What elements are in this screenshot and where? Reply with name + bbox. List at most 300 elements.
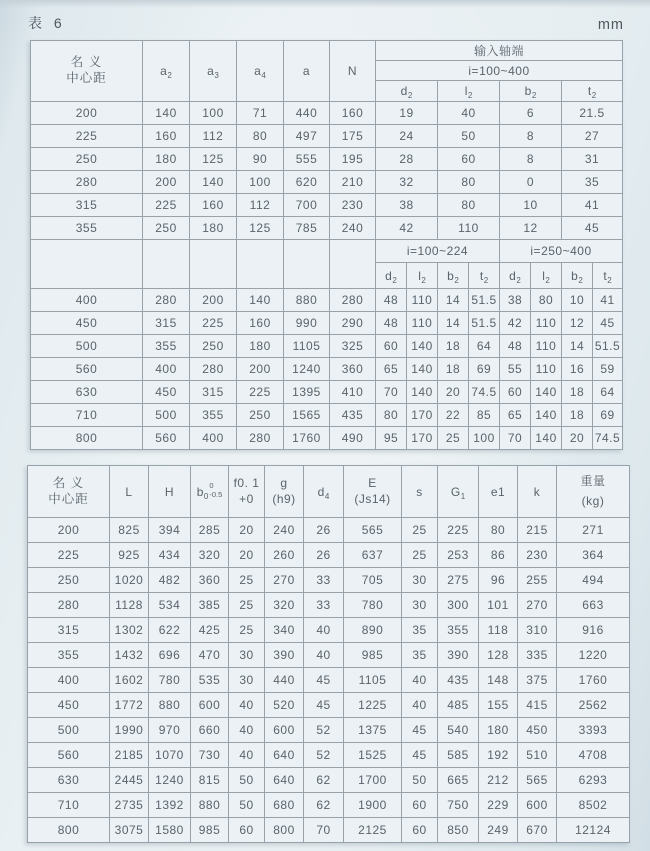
col-header-b2: $b_2$ bbox=[562, 263, 593, 289]
value-cell: 10 bbox=[562, 289, 593, 312]
col-header-a2: $a_2$ bbox=[143, 41, 190, 102]
value-cell: 665 bbox=[438, 768, 479, 793]
value-cell: 1760 bbox=[284, 427, 330, 450]
table-caption: 表 6 bbox=[28, 15, 66, 31]
value-cell: 520 bbox=[265, 693, 304, 718]
value-cell: 280 bbox=[190, 358, 237, 381]
empty-cell bbox=[237, 240, 284, 289]
value-cell: 6 bbox=[500, 102, 562, 125]
value-cell: 71 bbox=[237, 102, 284, 125]
value-cell: 14 bbox=[438, 312, 469, 335]
value-cell: 1760 bbox=[557, 668, 630, 693]
value-cell: 26 bbox=[304, 518, 344, 543]
value-cell: 2445 bbox=[110, 768, 149, 793]
value-cell: 440 bbox=[284, 102, 330, 125]
value-cell: 33 bbox=[304, 568, 344, 593]
table-row bbox=[28, 743, 630, 768]
value-cell: 335 bbox=[518, 643, 557, 668]
value-cell: 35 bbox=[402, 618, 438, 643]
value-cell: 390 bbox=[265, 643, 304, 668]
value-cell: 290 bbox=[330, 312, 376, 335]
value-cell: 62 bbox=[304, 793, 344, 818]
col-header-a4: $a_4$ bbox=[237, 41, 284, 102]
center-distance-cell: 355 bbox=[28, 643, 110, 668]
value-cell: 1105 bbox=[284, 335, 330, 358]
value-cell: 1900 bbox=[344, 793, 402, 818]
center-distance-cell: 250 bbox=[31, 148, 143, 171]
value-cell: 128 bbox=[479, 643, 518, 668]
value-cell: 450 bbox=[518, 718, 557, 743]
value-cell: 40 bbox=[304, 618, 344, 643]
value-cell: 80 bbox=[237, 125, 284, 148]
col-header-H: H bbox=[149, 466, 191, 518]
value-cell: 30 bbox=[229, 668, 265, 693]
value-cell: 110 bbox=[407, 289, 438, 312]
value-cell: 500 bbox=[143, 404, 190, 427]
value-cell: 45 bbox=[304, 693, 344, 718]
value-cell: 240 bbox=[265, 518, 304, 543]
value-cell: 225 bbox=[438, 518, 479, 543]
value-cell: 435 bbox=[330, 404, 376, 427]
value-cell: 535 bbox=[191, 668, 229, 693]
col-header-f-tolerance: f0. 1 +0 bbox=[229, 466, 265, 518]
value-cell: 40 bbox=[229, 743, 265, 768]
value-cell: 534 bbox=[149, 593, 191, 618]
value-cell: 1580 bbox=[149, 818, 191, 843]
center-distance-cell: 250 bbox=[28, 568, 110, 593]
value-cell: 35 bbox=[402, 643, 438, 668]
value-cell: 86 bbox=[479, 543, 518, 568]
value-cell: 50 bbox=[229, 768, 265, 793]
value-cell: 230 bbox=[518, 543, 557, 568]
table-row bbox=[28, 593, 630, 618]
table-row bbox=[31, 217, 623, 240]
table-row bbox=[28, 568, 630, 593]
value-cell: 2185 bbox=[110, 743, 149, 768]
value-cell: 815 bbox=[191, 768, 229, 793]
center-distance-cell: 355 bbox=[31, 217, 143, 240]
value-cell: 280 bbox=[330, 289, 376, 312]
center-distance-cell: 200 bbox=[31, 102, 143, 125]
value-cell: 250 bbox=[237, 404, 284, 427]
value-cell: 890 bbox=[344, 618, 402, 643]
value-cell: 52 bbox=[304, 718, 344, 743]
value-cell: 30 bbox=[402, 593, 438, 618]
value-cell: 24 bbox=[376, 125, 438, 148]
col-header-N: N bbox=[330, 41, 376, 102]
value-cell: 1105 bbox=[344, 668, 402, 693]
value-cell: 250 bbox=[143, 217, 190, 240]
value-cell: 51.5 bbox=[469, 289, 500, 312]
value-cell: 90 bbox=[237, 148, 284, 171]
value-cell: 25 bbox=[229, 568, 265, 593]
value-cell: 70 bbox=[500, 427, 531, 450]
value-cell: 55 bbox=[500, 358, 531, 381]
value-cell: 200 bbox=[143, 171, 190, 194]
value-cell: 125 bbox=[190, 148, 237, 171]
value-cell: 355 bbox=[438, 618, 479, 643]
value-cell: 50 bbox=[402, 768, 438, 793]
value-cell: 155 bbox=[479, 693, 518, 718]
value-cell: 2735 bbox=[110, 793, 149, 818]
value-cell: 50 bbox=[229, 793, 265, 818]
col-header-a3: $a_3$ bbox=[190, 41, 237, 102]
value-cell: 160 bbox=[237, 312, 284, 335]
value-cell: 1375 bbox=[344, 718, 402, 743]
value-cell: 41 bbox=[562, 194, 623, 217]
col-header-d2: $d_2$ bbox=[376, 263, 407, 289]
value-cell: 540 bbox=[438, 718, 479, 743]
value-cell: 390 bbox=[438, 643, 479, 668]
value-cell: 80 bbox=[479, 518, 518, 543]
value-cell: 85 bbox=[469, 404, 500, 427]
value-cell: 285 bbox=[191, 518, 229, 543]
value-cell: 48 bbox=[376, 312, 407, 335]
value-cell: 280 bbox=[143, 289, 190, 312]
value-cell: 360 bbox=[191, 568, 229, 593]
value-cell: 45 bbox=[593, 312, 623, 335]
value-cell: 696 bbox=[149, 643, 191, 668]
value-cell: 640 bbox=[265, 743, 304, 768]
col-header-ratio-high: i=250~400 bbox=[500, 240, 623, 263]
page-header bbox=[0, 0, 650, 40]
value-cell: 410 bbox=[330, 381, 376, 404]
value-cell: 45 bbox=[402, 718, 438, 743]
value-cell: 18 bbox=[438, 358, 469, 381]
center-distance-cell: 710 bbox=[31, 404, 143, 427]
value-cell: 880 bbox=[284, 289, 330, 312]
value-cell: 112 bbox=[190, 125, 237, 148]
value-cell: 38 bbox=[376, 194, 438, 217]
dimension-table-lower bbox=[27, 465, 630, 843]
value-cell: 110 bbox=[531, 335, 562, 358]
value-cell: 3393 bbox=[557, 718, 630, 743]
col-header-b0-tolerance: $b_0$ 0 -0.5 bbox=[191, 466, 229, 518]
table-row bbox=[31, 381, 623, 404]
table-row bbox=[31, 148, 623, 171]
value-cell: 364 bbox=[557, 543, 630, 568]
value-cell: 96 bbox=[479, 568, 518, 593]
value-cell: 170 bbox=[407, 404, 438, 427]
value-cell: 249 bbox=[479, 818, 518, 843]
value-cell: 26 bbox=[304, 543, 344, 568]
value-cell: 8 bbox=[500, 148, 562, 171]
value-cell: 140 bbox=[190, 171, 237, 194]
value-cell: 400 bbox=[143, 358, 190, 381]
value-cell: 750 bbox=[438, 793, 479, 818]
value-cell: 40 bbox=[304, 643, 344, 668]
empty-cell bbox=[31, 240, 143, 289]
center-distance-cell: 560 bbox=[31, 358, 143, 381]
value-cell: 110 bbox=[438, 217, 500, 240]
value-cell: 355 bbox=[190, 404, 237, 427]
value-cell: 1128 bbox=[110, 593, 149, 618]
table-row bbox=[31, 404, 623, 427]
value-cell: 565 bbox=[518, 768, 557, 793]
value-cell: 180 bbox=[479, 718, 518, 743]
col-header-g-h9: g (h9) bbox=[265, 466, 304, 518]
value-cell: 494 bbox=[557, 568, 630, 593]
table-row bbox=[28, 768, 630, 793]
center-distance-cell: 500 bbox=[28, 718, 110, 743]
value-cell: 663 bbox=[557, 593, 630, 618]
value-cell: 32 bbox=[376, 171, 438, 194]
value-cell: 230 bbox=[330, 194, 376, 217]
value-cell: 70 bbox=[304, 818, 344, 843]
value-cell: 45 bbox=[562, 217, 623, 240]
table-row bbox=[28, 718, 630, 743]
col-header-G1: $G_1$ bbox=[438, 466, 479, 518]
col-header-d2: $d_2$ bbox=[376, 81, 438, 102]
value-cell: 620 bbox=[284, 171, 330, 194]
value-cell: 880 bbox=[191, 793, 229, 818]
value-cell: 1020 bbox=[110, 568, 149, 593]
value-cell: 1395 bbox=[284, 381, 330, 404]
value-cell: 42 bbox=[376, 217, 438, 240]
value-cell: 970 bbox=[149, 718, 191, 743]
value-cell: 375 bbox=[518, 668, 557, 693]
value-cell: 35 bbox=[562, 171, 623, 194]
col-header-t2: $t_2$ bbox=[469, 263, 500, 289]
value-cell: 240 bbox=[330, 217, 376, 240]
col-header-input-shaft: 输入轴端 bbox=[376, 41, 623, 61]
center-distance-cell: 200 bbox=[28, 518, 110, 543]
value-cell: 6293 bbox=[557, 768, 630, 793]
center-distance-cell: 400 bbox=[31, 289, 143, 312]
col-header-center-distance: 名 义 中心距 bbox=[28, 466, 110, 518]
value-cell: 1525 bbox=[344, 743, 402, 768]
value-cell: 41 bbox=[593, 289, 623, 312]
value-cell: 1772 bbox=[110, 693, 149, 718]
value-cell: 40 bbox=[229, 693, 265, 718]
value-cell: 315 bbox=[143, 312, 190, 335]
value-cell: 140 bbox=[531, 404, 562, 427]
value-cell: 140 bbox=[407, 335, 438, 358]
value-cell: 62 bbox=[304, 768, 344, 793]
value-cell: 175 bbox=[330, 125, 376, 148]
value-cell: 355 bbox=[143, 335, 190, 358]
value-cell: 60 bbox=[500, 381, 531, 404]
value-cell: 65 bbox=[500, 404, 531, 427]
value-cell: 680 bbox=[265, 793, 304, 818]
value-cell: 1302 bbox=[110, 618, 149, 643]
center-distance-cell: 225 bbox=[28, 543, 110, 568]
value-cell: 25 bbox=[402, 518, 438, 543]
value-cell: 785 bbox=[284, 217, 330, 240]
value-cell: 80 bbox=[438, 171, 500, 194]
value-cell: 360 bbox=[330, 358, 376, 381]
col-header-L: L bbox=[110, 466, 149, 518]
value-cell: 212 bbox=[479, 768, 518, 793]
value-cell: 600 bbox=[191, 693, 229, 718]
table-row bbox=[31, 427, 623, 450]
value-cell: 300 bbox=[438, 593, 479, 618]
value-cell: 310 bbox=[518, 618, 557, 643]
center-distance-cell: 450 bbox=[28, 693, 110, 718]
value-cell: 637 bbox=[344, 543, 402, 568]
value-cell: 140 bbox=[143, 102, 190, 125]
value-cell: 110 bbox=[531, 312, 562, 335]
value-cell: 59 bbox=[593, 358, 623, 381]
col-header-weight: 重量 (kg) bbox=[557, 466, 630, 518]
table-row bbox=[31, 312, 623, 335]
value-cell: 140 bbox=[531, 381, 562, 404]
dimension-table-upper bbox=[30, 40, 623, 450]
center-distance-cell: 280 bbox=[31, 171, 143, 194]
value-cell: 705 bbox=[344, 568, 402, 593]
value-cell: 730 bbox=[191, 743, 229, 768]
value-cell: 490 bbox=[330, 427, 376, 450]
value-cell: 22 bbox=[438, 404, 469, 427]
value-cell: 31 bbox=[562, 148, 623, 171]
value-cell: 45 bbox=[304, 668, 344, 693]
value-cell: 60 bbox=[402, 793, 438, 818]
value-cell: 100 bbox=[237, 171, 284, 194]
value-cell: 1700 bbox=[344, 768, 402, 793]
value-cell: 555 bbox=[284, 148, 330, 171]
value-cell: 40 bbox=[438, 102, 500, 125]
value-cell: 585 bbox=[438, 743, 479, 768]
col-header-b2: $b_2$ bbox=[438, 263, 469, 289]
value-cell: 640 bbox=[265, 768, 304, 793]
value-cell: 69 bbox=[593, 404, 623, 427]
center-distance-cell: 315 bbox=[28, 618, 110, 643]
value-cell: 780 bbox=[344, 593, 402, 618]
center-distance-cell: 400 bbox=[28, 668, 110, 693]
col-header-center-distance: 名 义 中心距 bbox=[31, 41, 143, 102]
value-cell: 112 bbox=[237, 194, 284, 217]
value-cell: 18 bbox=[438, 335, 469, 358]
value-cell: 40 bbox=[402, 668, 438, 693]
value-cell: 101 bbox=[479, 593, 518, 618]
table-row bbox=[28, 668, 630, 693]
value-cell: 195 bbox=[330, 148, 376, 171]
center-distance-cell: 280 bbox=[28, 593, 110, 618]
empty-cell bbox=[330, 240, 376, 289]
value-cell: 160 bbox=[190, 194, 237, 217]
value-cell: 385 bbox=[191, 593, 229, 618]
value-cell: 27 bbox=[562, 125, 623, 148]
value-cell: 2562 bbox=[557, 693, 630, 718]
center-distance-cell: 225 bbox=[31, 125, 143, 148]
value-cell: 60 bbox=[438, 148, 500, 171]
center-distance-cell: 500 bbox=[31, 335, 143, 358]
value-cell: 40 bbox=[402, 693, 438, 718]
value-cell: 80 bbox=[376, 404, 407, 427]
value-cell: 225 bbox=[143, 194, 190, 217]
value-cell: 64 bbox=[593, 381, 623, 404]
value-cell: 450 bbox=[143, 381, 190, 404]
table-row bbox=[31, 358, 623, 381]
value-cell: 95 bbox=[376, 427, 407, 450]
value-cell: 8502 bbox=[557, 793, 630, 818]
value-cell: 320 bbox=[265, 593, 304, 618]
value-cell: 38 bbox=[500, 289, 531, 312]
value-cell: 4708 bbox=[557, 743, 630, 768]
value-cell: 565 bbox=[344, 518, 402, 543]
value-cell: 916 bbox=[557, 618, 630, 643]
value-cell: 110 bbox=[407, 312, 438, 335]
empty-cell bbox=[143, 240, 190, 289]
value-cell: 14 bbox=[438, 289, 469, 312]
value-cell: 1432 bbox=[110, 643, 149, 668]
value-cell: 45 bbox=[402, 743, 438, 768]
value-cell: 20 bbox=[438, 381, 469, 404]
value-cell: 0 bbox=[500, 171, 562, 194]
value-cell: 180 bbox=[190, 217, 237, 240]
value-cell: 118 bbox=[479, 618, 518, 643]
value-cell: 100 bbox=[469, 427, 500, 450]
value-cell: 700 bbox=[284, 194, 330, 217]
value-cell: 415 bbox=[518, 693, 557, 718]
value-cell: 200 bbox=[190, 289, 237, 312]
value-cell: 80 bbox=[438, 194, 500, 217]
col-header-E-Js14: E (Js14) bbox=[344, 466, 402, 518]
value-cell: 74.5 bbox=[469, 381, 500, 404]
value-cell: 600 bbox=[265, 718, 304, 743]
value-cell: 253 bbox=[438, 543, 479, 568]
value-cell: 1392 bbox=[149, 793, 191, 818]
value-cell: 1220 bbox=[557, 643, 630, 668]
value-cell: 30 bbox=[402, 568, 438, 593]
col-header-l2: $l_2$ bbox=[407, 263, 438, 289]
center-distance-cell: 710 bbox=[28, 793, 110, 818]
table-row bbox=[28, 793, 630, 818]
value-cell: 1240 bbox=[284, 358, 330, 381]
value-cell: 2125 bbox=[344, 818, 402, 843]
value-cell: 271 bbox=[557, 518, 630, 543]
value-cell: 25 bbox=[229, 593, 265, 618]
value-cell: 400 bbox=[190, 427, 237, 450]
table-row bbox=[31, 289, 623, 312]
value-cell: 600 bbox=[518, 793, 557, 818]
value-cell: 210 bbox=[330, 171, 376, 194]
col-header-ratio-full: i=100~400 bbox=[376, 61, 623, 81]
value-cell: 180 bbox=[237, 335, 284, 358]
col-header-d2: $d_2$ bbox=[500, 263, 531, 289]
value-cell: 12 bbox=[562, 312, 593, 335]
value-cell: 215 bbox=[518, 518, 557, 543]
value-cell: 880 bbox=[149, 693, 191, 718]
table-row bbox=[28, 618, 630, 643]
table-row bbox=[28, 543, 630, 568]
value-cell: 925 bbox=[110, 543, 149, 568]
value-cell: 140 bbox=[531, 427, 562, 450]
value-cell: 18 bbox=[562, 404, 593, 427]
table-row bbox=[28, 818, 630, 843]
value-cell: 225 bbox=[190, 312, 237, 335]
col-header-k: k bbox=[518, 466, 557, 518]
value-cell: 140 bbox=[407, 358, 438, 381]
value-cell: 670 bbox=[518, 818, 557, 843]
value-cell: 16 bbox=[562, 358, 593, 381]
center-distance-cell: 630 bbox=[31, 381, 143, 404]
table-row bbox=[31, 194, 623, 217]
col-header-t2: $t_2$ bbox=[593, 263, 623, 289]
col-header-l2: $l_2$ bbox=[438, 81, 500, 102]
value-cell: 33 bbox=[304, 593, 344, 618]
value-cell: 14 bbox=[562, 335, 593, 358]
value-cell: 20 bbox=[229, 518, 265, 543]
table-row bbox=[31, 125, 623, 148]
value-cell: 125 bbox=[237, 217, 284, 240]
value-cell: 48 bbox=[500, 335, 531, 358]
value-cell: 18 bbox=[562, 381, 593, 404]
col-header-e1: e1 bbox=[479, 466, 518, 518]
value-cell: 52 bbox=[304, 743, 344, 768]
value-cell: 510 bbox=[518, 743, 557, 768]
value-cell: 660 bbox=[191, 718, 229, 743]
